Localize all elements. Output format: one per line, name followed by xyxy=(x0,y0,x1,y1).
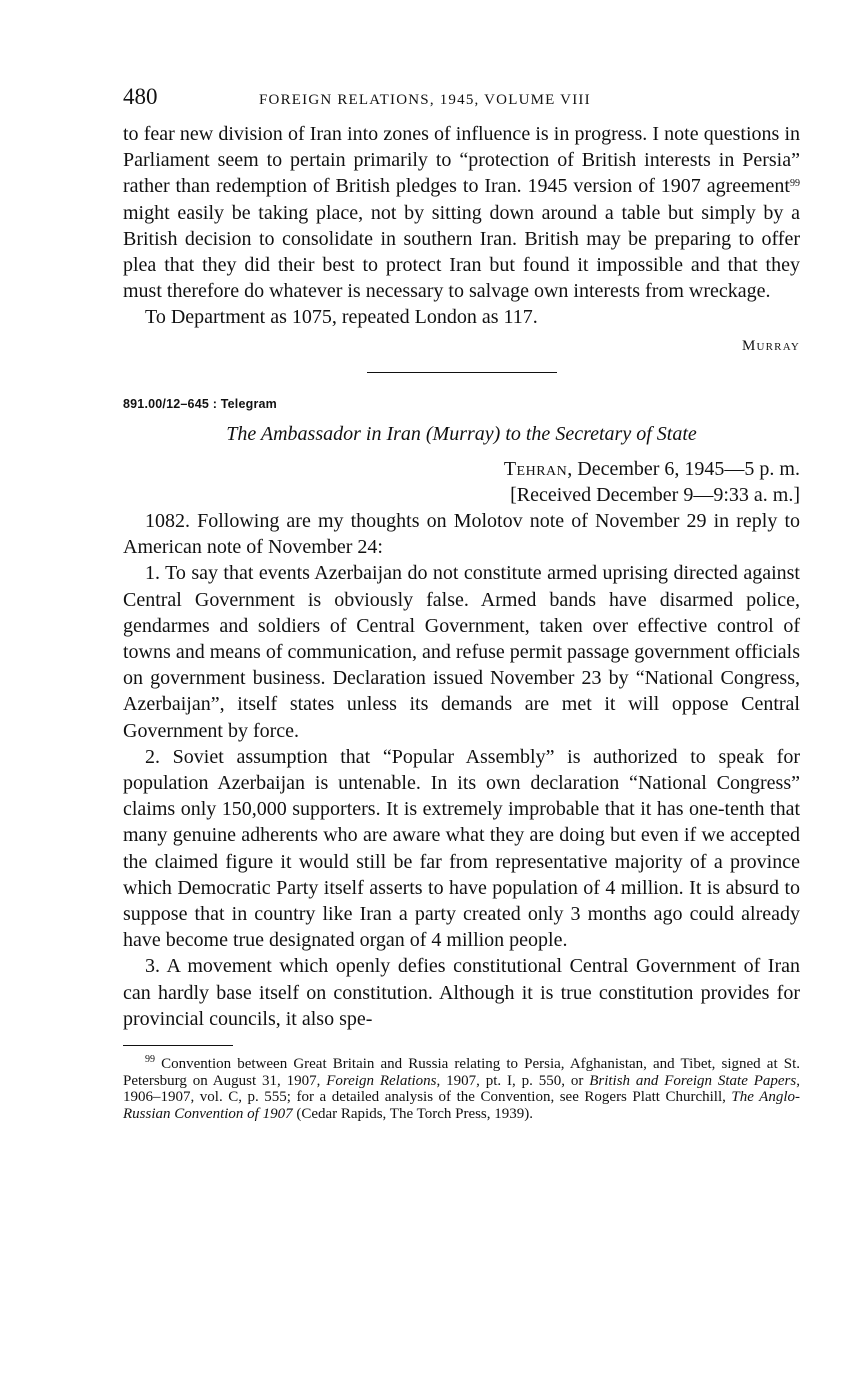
page-number: 480 xyxy=(123,84,158,109)
body-paragraph: 2. Soviet assumption that “Popular Assembly” is authorized to speak for population Azerbaijan is untenable. In its own declaration “National Congress” claims only 150,000 supporters. It is extremely improbable that it has one-tenth that many genuine adherents who are aware what they are doing but even if we accepted the claimed figure it would still be far from representative majority of a province which Democratic Party itself asserts to have population of 4 million. It is absurd to suppose that in country like Iran a party created only 3 months ago could already have become true designated organ of 4 million people. xyxy=(123,745,800,952)
paragraph-text: might easily be taking place, not by sitting down around a table but simply by a British decision to consolidate in southern Iran. British may be preparing to offer plea that they did their best to protect Iran but found it impossible and that they must therefore do whatever is necessary to salvage own interests from wreckage. xyxy=(123,201,800,303)
dateline xyxy=(123,456,800,508)
footnote-reference: 99 xyxy=(790,178,800,190)
footnote-divider xyxy=(123,1045,233,1046)
footnote xyxy=(123,1056,800,1122)
document-page xyxy=(123,84,800,1122)
footnote-text: , 1907, pt. I, p. 550, or xyxy=(436,1072,590,1089)
body-paragraph: 1. To say that events Azerbaijan do not constitute armed uprising directed against Central Government is obviously false. Armed bands have disarmed police, gendarmes and soldiers of Central Government, taken over effective control of towns and means of communication, and refuse permit passage government officials on government business. Declaration issued November 23 by “National Congress, Azerbaijan”, itself states unless its demands are met it will oppose Central Government by force. xyxy=(123,562,800,742)
dateline-sent xyxy=(123,456,800,482)
paragraph-text: to fear new division of Iran into zones of influence is in progress. I note questions in Parliament seem to pertain primarily to “protection of British interests in Persia” rather than redemption of British pledges to Iran. 1945 version of 1907 agreement xyxy=(123,123,800,198)
routing-paragraph: To Department as 1075, repeated London as 117. xyxy=(145,306,538,329)
signature: Murray xyxy=(741,337,800,354)
footnote-text: , 1906–1907, vol. C, p. 555; for a detailed analysis of the Convention, see Rogers Platt Churchill, xyxy=(123,1072,800,1106)
footnote-text: Convention between Great Britain and Russia relating to Persia, Afghanistan, and Tibet, signed at St. Petersburg on August 31, 1907, xyxy=(123,1056,800,1089)
footnote-citation: British and Foreign State Papers xyxy=(589,1072,797,1089)
body-paragraph: 3. A movement which openly defies constitutional Central Government of Iran can hardly base itself on constitution. Although it is true constitution provides for provincial councils, it also spe- xyxy=(123,955,800,1030)
footnote-citation: The Anglo-Russian Convention of 1907 xyxy=(123,1089,800,1122)
footnote-citation: Foreign Relations xyxy=(326,1072,437,1089)
dateline-received: [Received December 9—9:33 a. m.] xyxy=(510,483,800,506)
footnote-number: 99 xyxy=(145,1054,155,1066)
continued-paragraph xyxy=(123,121,800,304)
dateline-place: Tehran xyxy=(503,457,568,480)
running-head: FOREIGN RELATIONS, 1945, VOLUME VIII xyxy=(259,92,591,108)
footnote-text: (Cedar Rapids, The Torch Press, 1939). xyxy=(292,1105,534,1122)
document-title: The Ambassador in Iran (Murray) to the Secretary of State xyxy=(226,422,697,445)
page-header xyxy=(123,84,800,112)
file-reference: 891.00/12–645 : Telegram xyxy=(123,396,277,411)
section-divider xyxy=(367,372,557,373)
dateline-date: , December 6, 1945—5 p. m. xyxy=(567,457,800,480)
body-paragraph: 1082. Following are my thoughts on Molotov note of November 29 in reply to American note of November 24: xyxy=(123,510,800,559)
